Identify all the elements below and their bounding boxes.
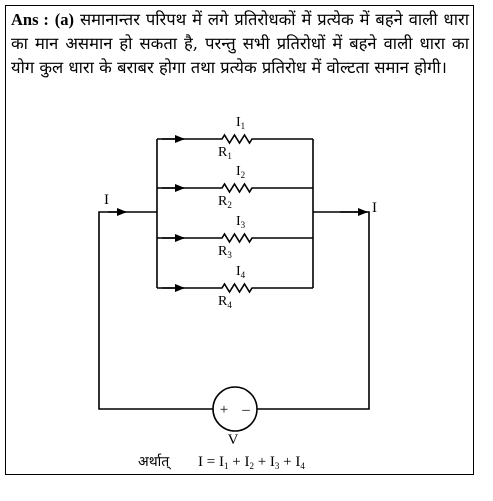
answer-prefix: Ans : — [11, 10, 49, 29]
branch-2-resistor-label: $R_2$ — [218, 194, 232, 210]
equation-term-4: I — [295, 454, 301, 470]
equation-term-2: I — [244, 454, 250, 470]
branch-3-current-label: $I_3$ — [236, 214, 246, 230]
equation-prefix: अर्थात् — [138, 455, 170, 470]
branch-4-current-label: $I_4$ — [236, 264, 246, 280]
source-label: V — [227, 432, 239, 448]
source-minus: – — [242, 402, 250, 418]
equation-body: $I = I_1 + I_2 + I_3 + I_4$ — [198, 454, 305, 471]
answer-body: समानान्तर परिपथ में लगे प्रतिरोधकों में प्रत्येक में बहने वाली धारा का मान असमान हो सकता है, परन्तु सभी प्रतिरोधों में बहने वाली धारा का योग कुल धारा के बराबर होगा तथा प्रत्येक प्रतिरोध में वोल्टता समान होगी। — [11, 10, 470, 77]
branch-2-current-label: $I_2$ — [236, 164, 246, 180]
equation-lhs: I = — [198, 454, 219, 470]
input-current-label: I — [104, 192, 109, 208]
equation-term-1: I — [218, 454, 224, 470]
input-wire — [99, 212, 213, 409]
output-current-label: I — [372, 200, 377, 216]
branch-1-current-label: $I_1$ — [236, 115, 246, 131]
current-equation — [138, 453, 305, 471]
branch-4-resistor-label: $R_4$ — [218, 294, 232, 310]
equation-term-3: I — [269, 454, 275, 470]
branch-3-resistor-label: $R_3$ — [218, 244, 232, 260]
branch-1-resistor-label: $R_1$ — [218, 145, 232, 161]
answer-option: (a) — [54, 10, 75, 29]
source-plus: + — [219, 402, 229, 418]
